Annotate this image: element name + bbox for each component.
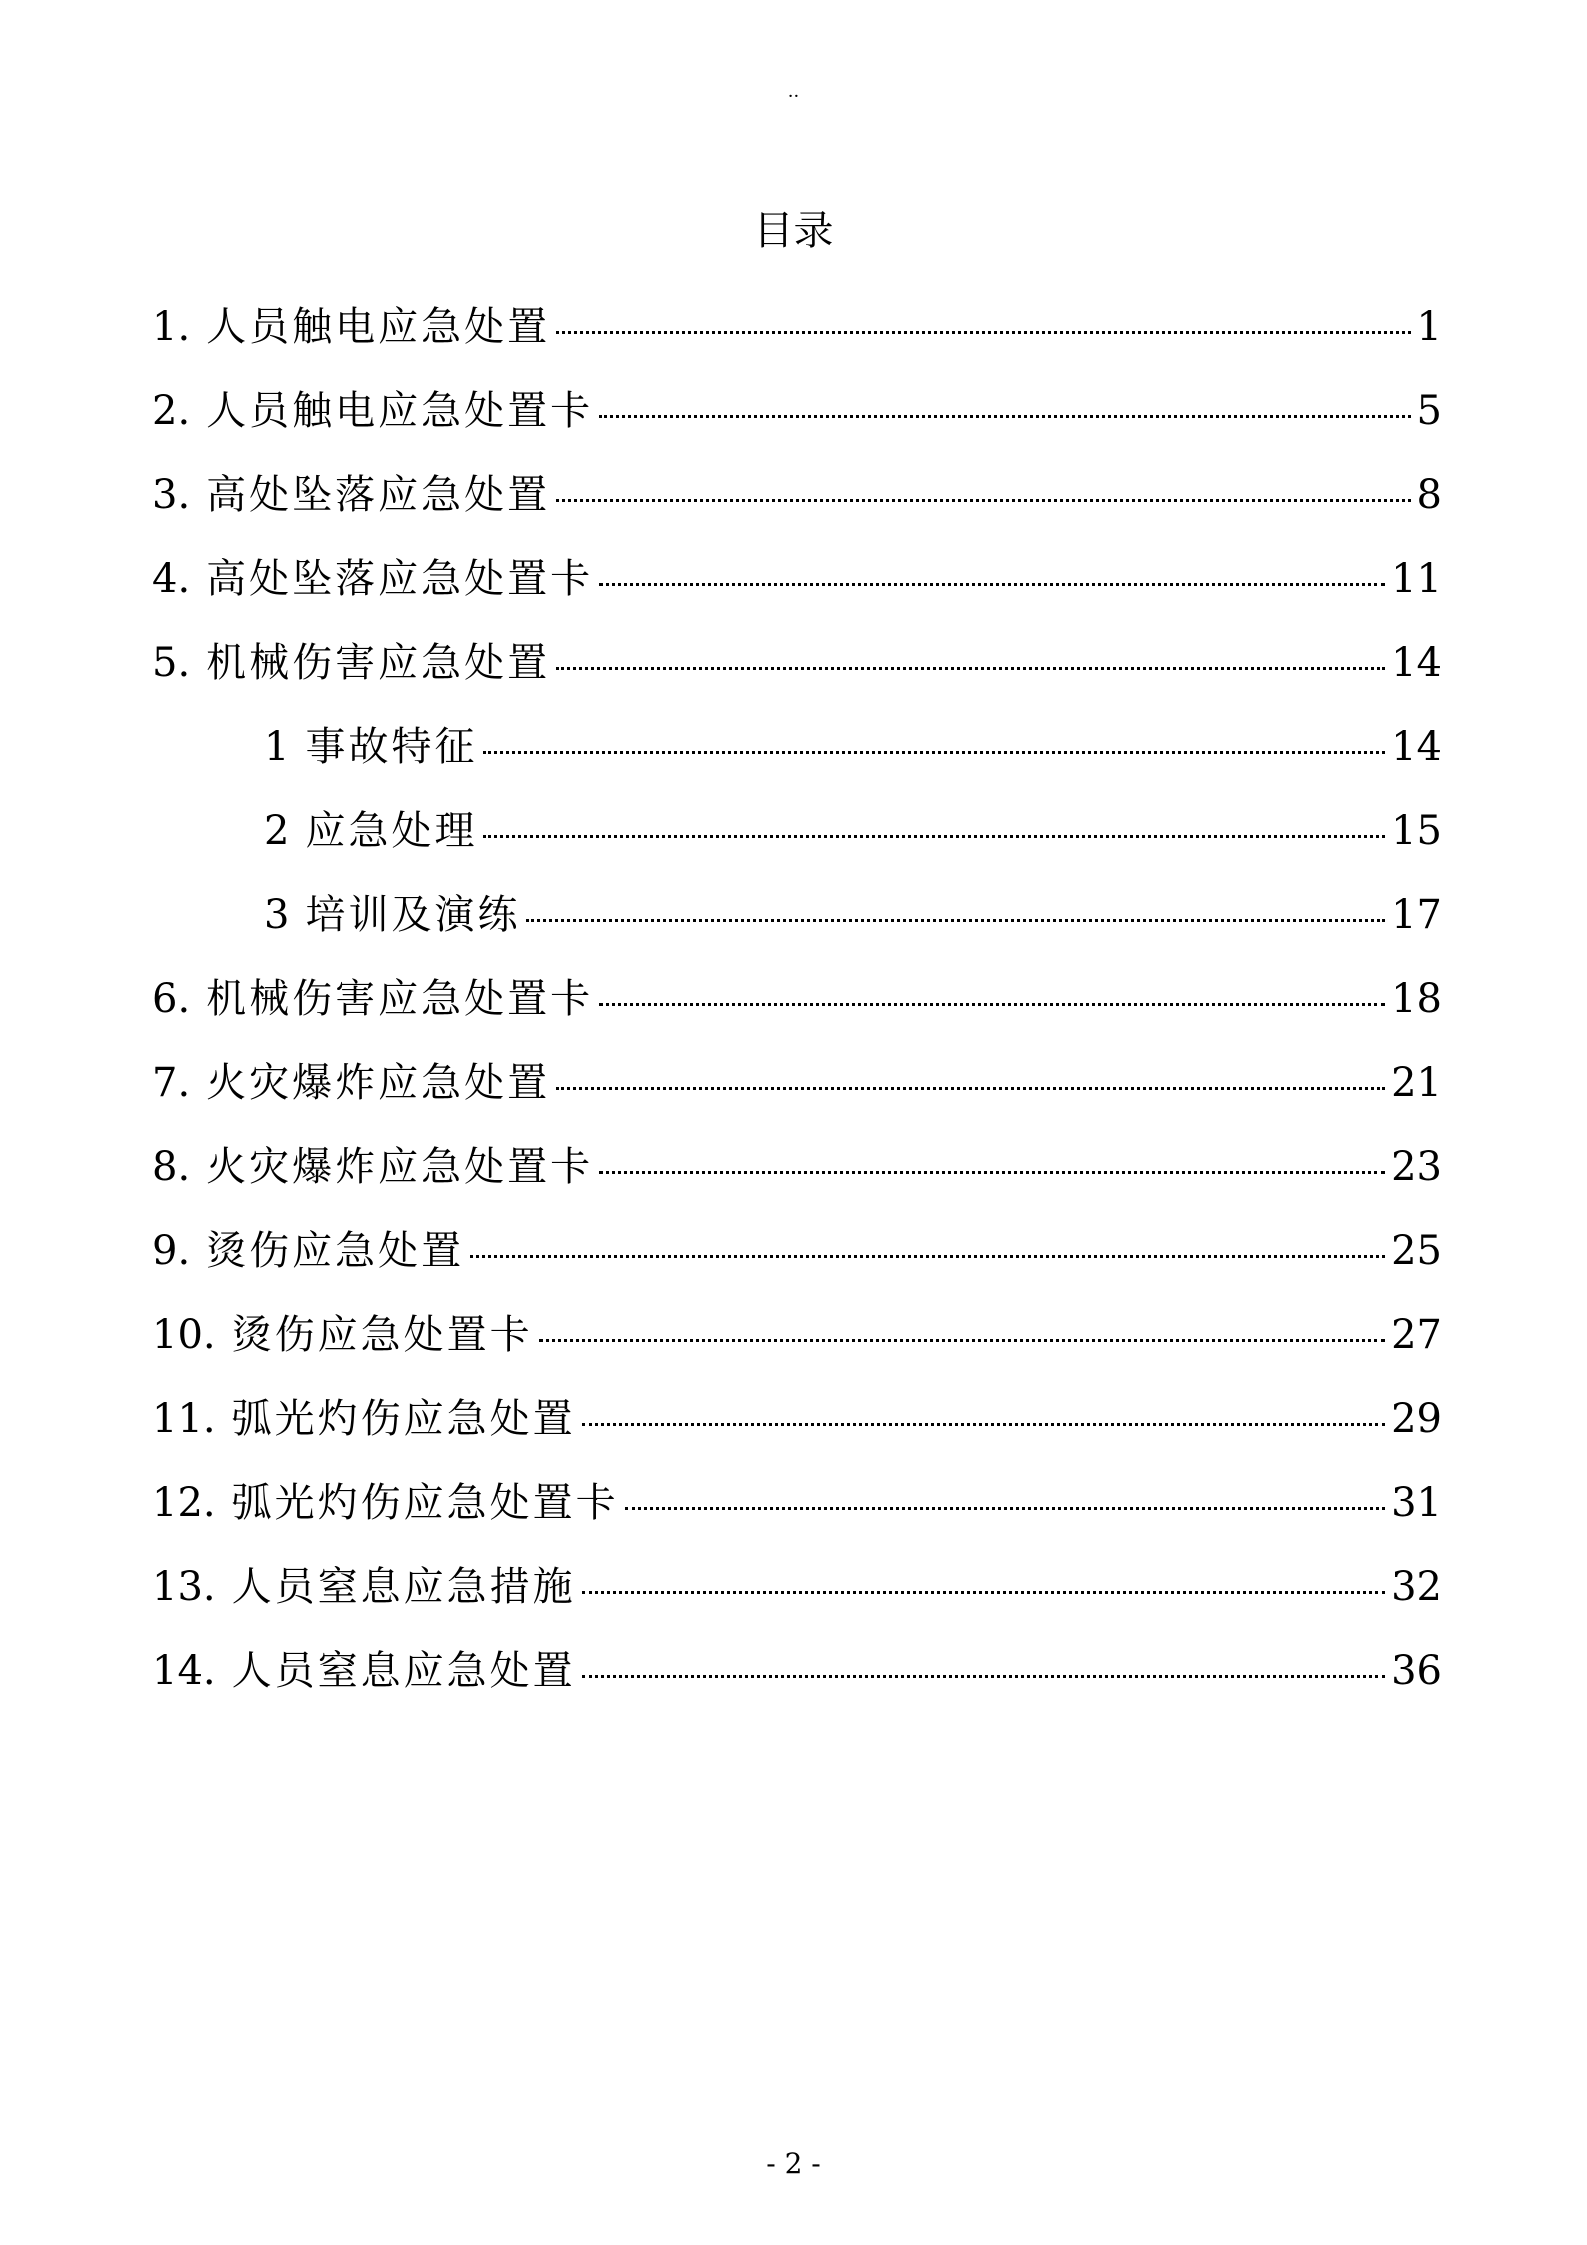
toc-entry-title: 烫伤应急处置: [206, 1228, 465, 1274]
toc-dot-leader: [470, 1255, 1385, 1258]
toc-entry[interactable]: [152, 621, 1442, 705]
toc-dot-leader: [556, 499, 1410, 502]
toc-entry-number: 2: [264, 808, 290, 854]
toc-entry-number: 3.: [152, 472, 191, 518]
toc-entry-title: 应急处理: [305, 808, 478, 854]
toc-entry-page: 14: [1391, 724, 1442, 770]
toc-entry[interactable]: [152, 957, 1442, 1041]
toc-entry-number: 10.: [152, 1312, 216, 1358]
toc-dot-leader: [556, 667, 1385, 670]
toc-dot-leader: [599, 583, 1385, 586]
toc-entry-number: 6.: [152, 976, 191, 1022]
toc-entry-number: 13.: [152, 1564, 216, 1610]
toc-entry[interactable]: [152, 537, 1442, 621]
toc-dot-leader: [483, 835, 1385, 838]
toc-entry-title: 高处坠落应急处置卡: [206, 556, 594, 602]
toc-dot-leader: [539, 1339, 1385, 1342]
toc-dot-leader: [625, 1507, 1385, 1510]
toc-entry[interactable]: [152, 369, 1442, 453]
toc-entry-page: 5: [1416, 388, 1442, 434]
toc-entry[interactable]: [152, 1377, 1442, 1461]
toc-entry-page: 23: [1391, 1144, 1442, 1190]
toc-entry-number: 14.: [152, 1648, 216, 1694]
toc-entry-page: 14: [1391, 640, 1442, 686]
toc-entry-title: 火灾爆炸应急处置: [206, 1060, 551, 1106]
toc-dot-leader: [556, 331, 1410, 334]
toc-entry[interactable]: [152, 1461, 1442, 1545]
toc-dot-leader: [483, 751, 1385, 754]
toc-entry-title: 培训及演练: [305, 892, 521, 938]
toc-entry-title: 烫伤应急处置卡: [231, 1312, 533, 1358]
toc-dot-leader: [599, 1171, 1385, 1174]
toc-entry-page: 31: [1391, 1480, 1442, 1526]
toc-entry-title: 人员窒息应急处置: [231, 1648, 576, 1694]
toc-entry-page: 18: [1391, 976, 1442, 1022]
toc-entry[interactable]: [152, 285, 1442, 369]
toc-entry-title: 事故特征: [305, 724, 478, 770]
page-number: - 2 -: [766, 2147, 821, 2180]
toc-entry-number: 7.: [152, 1060, 191, 1106]
toc-entry-page: 32: [1391, 1564, 1442, 1610]
toc-entry-page: 21: [1391, 1060, 1442, 1106]
header-mark: ··: [787, 86, 800, 107]
toc-entry-title: 弧光灼伤应急处置卡: [231, 1480, 619, 1526]
toc-entry-title: 火灾爆炸应急处置卡: [206, 1144, 594, 1190]
toc-entry-number: 8.: [152, 1144, 191, 1190]
toc-entry-number: 1: [264, 724, 290, 770]
toc-entry-title: 人员触电应急处置卡: [206, 388, 594, 434]
toc-subentry[interactable]: [152, 705, 1442, 789]
toc-subentry[interactable]: [152, 873, 1442, 957]
toc-dot-leader: [599, 415, 1410, 418]
toc-subentry[interactable]: [152, 789, 1442, 873]
toc-dot-leader: [582, 1591, 1385, 1594]
toc-entry-page: 15: [1391, 808, 1442, 854]
toc-entry-number: 9.: [152, 1228, 191, 1274]
toc-list: [152, 285, 1442, 1713]
toc-entry-page: 36: [1391, 1648, 1442, 1694]
toc-dot-leader: [556, 1087, 1385, 1090]
toc-entry[interactable]: [152, 1545, 1442, 1629]
toc-dot-leader: [582, 1423, 1385, 1426]
toc-entry-page: 25: [1391, 1228, 1442, 1274]
toc-entry[interactable]: [152, 1629, 1442, 1713]
toc-entry-title: 弧光灼伤应急处置: [231, 1396, 576, 1442]
toc-entry-page: 8: [1416, 472, 1442, 518]
toc-entry-page: 1: [1416, 304, 1442, 350]
toc-entry-title: 机械伤害应急处置: [206, 640, 551, 686]
toc-dot-leader: [599, 1003, 1385, 1006]
toc-entry-page: 27: [1391, 1312, 1442, 1358]
toc-dot-leader: [526, 919, 1385, 922]
toc-entry-number: 3: [264, 892, 290, 938]
toc-entry-title: 机械伤害应急处置卡: [206, 976, 594, 1022]
toc-title: 目录: [753, 208, 834, 254]
toc-entry-number: 11.: [152, 1396, 216, 1442]
toc-entry[interactable]: [152, 1293, 1442, 1377]
toc-entry-number: 2.: [152, 388, 191, 434]
toc-entry-page: 11: [1391, 556, 1442, 602]
toc-entry-title: 人员触电应急处置: [206, 304, 551, 350]
toc-entry-page: 17: [1391, 892, 1442, 938]
toc-entry-number: 4.: [152, 556, 191, 602]
toc-entry[interactable]: [152, 453, 1442, 537]
toc-entry[interactable]: [152, 1125, 1442, 1209]
toc-entry-number: 1.: [152, 304, 191, 350]
toc-entry-number: 12.: [152, 1480, 216, 1526]
toc-entry-page: 29: [1391, 1396, 1442, 1442]
toc-entry[interactable]: [152, 1041, 1442, 1125]
toc-entry[interactable]: [152, 1209, 1442, 1293]
toc-entry-number: 5.: [152, 640, 191, 686]
toc-entry-title: 高处坠落应急处置: [206, 472, 551, 518]
toc-entry-title: 人员窒息应急措施: [231, 1564, 576, 1610]
toc-dot-leader: [582, 1675, 1385, 1678]
